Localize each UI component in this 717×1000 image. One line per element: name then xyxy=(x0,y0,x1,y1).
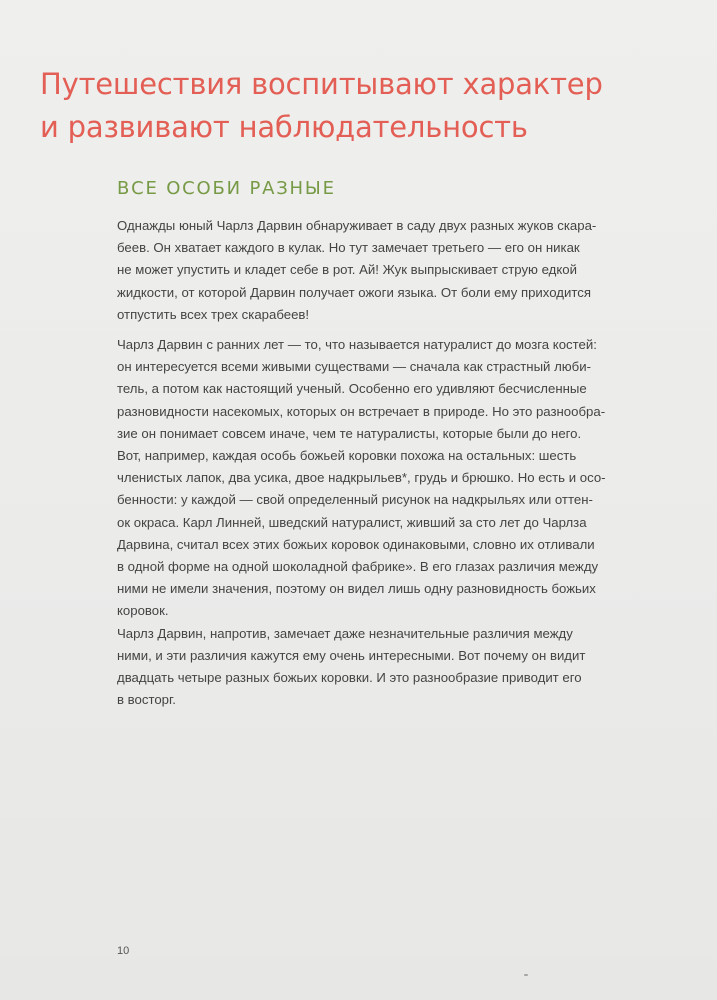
paragraph-line: тель, а потом как настоящий ученый. Особенно его удивляют бесчисленные xyxy=(117,381,587,397)
paragraph-line: беев. Он хватает каждого в кулак. Но тут замечает третьего — его он никак xyxy=(117,240,580,256)
paragraph-line: Дарвина, считал всех этих божьих коровок одинаковыми, словно их отливали xyxy=(117,536,595,552)
paragraph-line: жидкости, от которой Дарвин получает ожоги языка. От боли ему приходится xyxy=(117,284,591,300)
chapter-title-line-2: и развивают наблюдательность xyxy=(40,110,528,144)
paragraph-line: зие он понимает совсем иначе, чем те натуралисты, которые были до него. xyxy=(117,425,582,441)
paragraph-line: ними не имели значения, поэтому он видел лишь одну разновидность божьих xyxy=(117,581,596,597)
chapter-title xyxy=(40,63,660,149)
paragraph-line: бенности: у каждой — свой определенный рисунок на надкрыльях или оттен- xyxy=(117,492,593,508)
paper-speck xyxy=(524,974,528,976)
paragraph-line: Чарлз Дарвин, напротив, замечает даже незначительные различия между xyxy=(117,625,573,641)
paragraph-1 xyxy=(117,215,617,326)
paragraph-line: отпустить всех трех скарабеев! xyxy=(117,306,310,322)
paragraph-line: ок окраса. Карл Линней, шведский натуралист, живший за сто лет до Чарлза xyxy=(117,514,587,530)
section-heading: ВСЕ ОСОБИ РАЗНЫЕ xyxy=(117,178,336,199)
chapter-title-line-1: Путешествия воспитывают характер xyxy=(40,67,603,101)
paragraph-line: не может упустить и кладет себе в рот. Ай! Жук выпрыскивает струю едкой xyxy=(117,262,577,278)
paragraph-line: он интересуется всеми живыми существами — сначала как страстный люби- xyxy=(117,359,591,375)
paragraph-line: двадцать четыре разных божьих коровки. И это разнообразие приводит его xyxy=(117,670,582,686)
paragraph-line: ними, и эти различия кажутся ему очень интересными. Вот почему он видит xyxy=(117,647,586,663)
paragraph-line: членистых лапок, два усика, двое надкрыльев*, грудь и брюшко. Но есть и осо- xyxy=(117,470,606,486)
paragraph-line: в одной форме на одной шоколадной фабрике». В его глазах различия между xyxy=(117,559,599,575)
paragraph-line: Чарлз Дарвин с ранних лет — то, что называется натуралист до мозга костей: xyxy=(117,337,597,352)
paragraph-line: Вот, например, каждая особь божьей коровки похожа на остальных: шесть xyxy=(117,448,577,464)
paragraph-line: в восторг. xyxy=(117,692,176,708)
page-number: 10 xyxy=(117,945,130,957)
paragraph-line: коровок. xyxy=(117,603,169,619)
paragraph-line: Однажды юный Чарлз Дарвин обнаруживает в саду двух разных жуков скара- xyxy=(117,218,597,233)
paragraph-line: разновидности насекомых, которых он встречает в природе. Но это разнообра- xyxy=(117,403,606,419)
paragraph-2 xyxy=(117,334,617,711)
